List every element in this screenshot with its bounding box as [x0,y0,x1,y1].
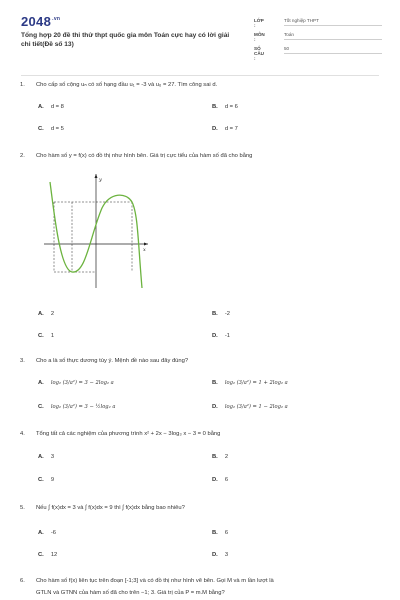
meta-count-value: 50 [284,46,382,54]
option-text: 2 [224,454,229,460]
option-letter: D. [212,477,218,483]
q3-option-d[interactable] [212,404,288,410]
header-divider [21,75,379,76]
question-text: Nếu ∫ f(x)dx = 3 và ∫ f(x)dx = 9 thì ∫ f(x)dx bằng bao nhiêu? [36,505,185,511]
option-text: d = 7 [224,126,238,132]
option-text: log₂ (3/a²) = 1 − 2log₂ a [224,404,288,410]
q1-option-b[interactable] [212,104,238,110]
question-number: 3. [20,358,25,364]
option-text: 12 [50,552,58,558]
question-number: 2. [20,153,25,159]
q4-option-b[interactable] [212,454,228,460]
meta-subject-label: MÔN : [254,32,265,42]
q5-option-d[interactable] [212,552,228,558]
q4-option-c[interactable] [38,477,54,483]
question-text: Cho hàm số y = f(x) có đồ thị như hình bên. Giá trị cực tiểu của hàm số đã cho bằng [36,153,253,159]
option-letter: D. [212,333,218,339]
option-text: 6 [224,530,229,536]
option-text: log₂ (3/a²) = 3 − 2log₂ a [50,380,114,386]
option-letter: A. [38,104,44,110]
option-text: -2 [224,311,230,317]
question-number: 1. [20,82,25,88]
option-letter: C. [38,126,44,132]
question-number: 6. [20,578,25,584]
q2-option-a[interactable] [38,311,54,317]
question-text: Cho a là số thực dương tùy ý. Mệnh đề nào sau đây đúng? [36,358,189,364]
logo-text: 2048 [21,14,52,29]
option-letter: D. [212,552,218,558]
question-text-line-2: GTLN và GTNN của hàm số đã cho trên −1; 3. Giá trị của P = m.M bằng? [36,590,225,596]
option-letter: A. [38,454,44,460]
option-text: d = 8 [50,104,64,110]
option-letter: C. [38,333,44,339]
q4-option-d[interactable] [212,477,228,483]
q1-option-d[interactable] [212,126,238,132]
option-letter: C. [38,477,44,483]
option-letter: C. [38,552,44,558]
option-letter: D. [212,126,218,132]
site-logo[interactable] [21,14,60,29]
option-letter: D. [212,404,218,410]
option-letter: B. [212,530,218,536]
option-text: log₂ (3/a²) = 1 + 2log₂ a [224,380,288,386]
document-title: Tổng hợp 20 đề thi thử thpt quốc gia môn Toán cực hay có lời giải chi tiết(Đề số 13) [21,32,230,48]
graph-y-arrow [95,174,98,178]
option-letter: A. [38,380,44,386]
question-number: 4. [20,431,25,437]
option-letter: B. [212,380,218,386]
q5-option-b[interactable] [212,530,228,536]
graph-x-label: x [143,247,146,253]
question-text: Tổng tất cả các nghiệm của phương trình x² + 2x − 3log₃ x − 3 = 0 bằng [36,431,221,437]
option-letter: A. [38,311,44,317]
option-text: 6 [224,477,229,483]
option-letter: A. [38,530,44,536]
option-text: -6 [50,530,56,536]
option-letter: B. [212,104,218,110]
meta-count-label: SỐ CÂU : [254,46,264,61]
q2-option-c[interactable] [38,333,54,339]
option-text: 3 [224,552,229,558]
option-text: 3 [50,454,55,460]
option-letter: B. [212,311,218,317]
graph-guide-lines [54,202,132,272]
q5-option-a[interactable] [38,530,56,536]
option-letter: C. [38,404,44,410]
question-text-line-1: Cho hàm số f(x) liên tục trên đoạn [-1;3] và có đồ thị như hình vẽ bên. Gọi M và m lần lượt là [36,578,274,584]
graph-x-arrow [144,243,148,246]
logo-suffix: .vn [52,16,61,22]
option-text: log₂ (3/a²) = 3 − ½log₂ a [50,404,116,410]
q5-option-c[interactable] [38,552,57,558]
option-text: -1 [224,333,230,339]
q3-option-c[interactable] [38,404,115,410]
q3-option-a[interactable] [38,380,114,386]
meta-subject-value: Toán [284,32,382,40]
q4-option-a[interactable] [38,454,54,460]
option-text: d = 5 [50,126,64,132]
graph-y-label: y [99,177,102,183]
q3-option-b[interactable] [212,380,288,386]
function-graph [42,172,150,290]
q1-option-c[interactable] [38,126,64,132]
option-text: d = 6 [224,104,238,110]
q2-option-b[interactable] [212,311,230,317]
option-text: 1 [50,333,55,339]
question-text: Cho cấp số cộng uₙ có số hạng đầu u₁ = -3 và u₆ = 27. Tìm công sai d. [36,82,218,88]
q2-option-d[interactable] [212,333,230,339]
question-number: 5. [20,505,25,511]
meta-class-label: LỚP : [254,18,264,28]
option-letter: B. [212,454,218,460]
option-text: 9 [50,477,55,483]
option-text: 2 [50,311,55,317]
meta-class-value: Tốt nghiệp THPT [284,18,382,26]
q1-option-a[interactable] [38,104,64,110]
